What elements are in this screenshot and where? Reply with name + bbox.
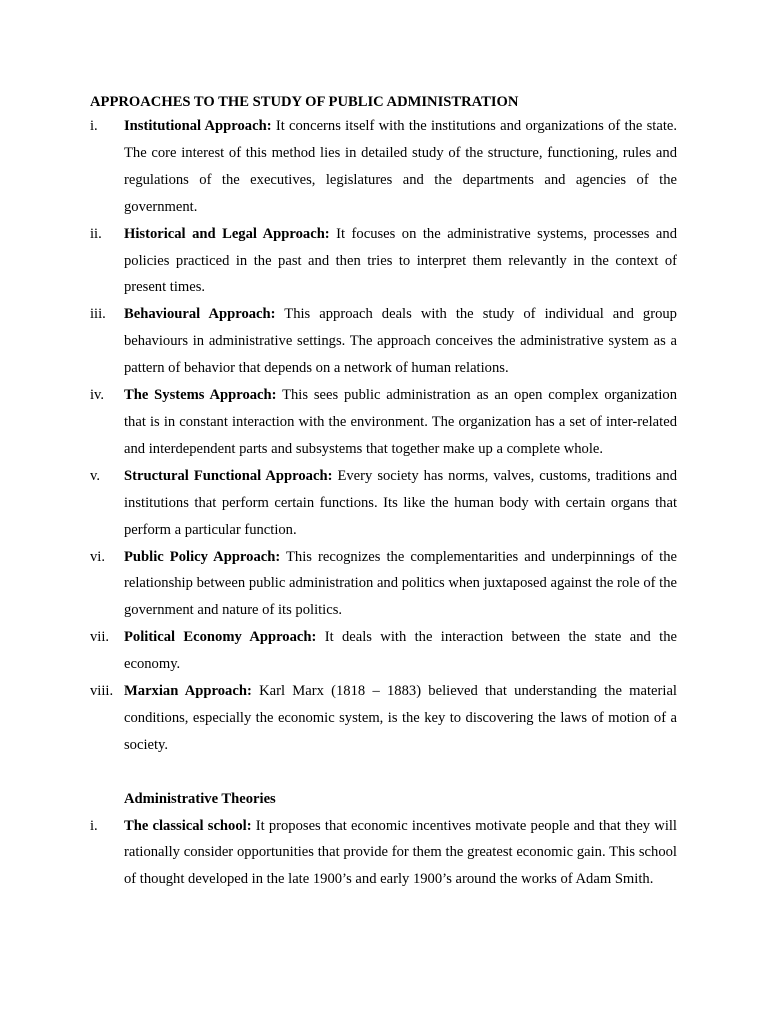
section-heading-theories: Administrative Theories: [124, 790, 276, 807]
theory-term: The classical school:: [124, 817, 252, 834]
list-item-approach-8: [90, 678, 677, 759]
approach-term: Political Economy Approach:: [124, 629, 317, 646]
list-item-approach-4: [90, 382, 677, 463]
approach-text: Karl Marx (1818 – 1883) believed that understanding the material conditions, especially the economic system, is the key to discovering the laws of motion of a society.: [124, 683, 677, 753]
approach-text: This recognizes the complementarities and underpinnings of the relationship between public administration and politics when juxtaposed against the role of the government and nature of its politics.: [124, 548, 677, 619]
list-marker: vi.: [90, 548, 105, 565]
approach-text: It concerns itself with the institutions and organizations of the state. The core interest of this method lies in detailed study of the structure, functioning, rules and regulations of the executives, legislatures and the departments and agencies of the government.: [124, 118, 678, 215]
list-marker: i.: [90, 118, 98, 134]
theory-text: It proposes that economic incentives motivate people and that they will rationally consider opportunities that provide for them the greatest economic gain. This school of thought developed in the late 1900’s and early 1900’s around the works of Adam Smith.: [124, 817, 677, 888]
list-marker: iii.: [90, 306, 106, 323]
approach-term: The Systems Approach:: [124, 387, 277, 404]
approach-text: This sees public administration as an open complex organization that is in constant interaction with the environment. The organization has a set of inter-related and interdependent parts and subsystems that together make up a complete whole.: [124, 387, 678, 457]
approach-text: Every society has norms, valves, customs, traditions and institutions that perform certain functions. Its like the human body with certain organs that perform a particular function.: [124, 467, 677, 538]
approach-text: It focuses on the administrative systems, processes and policies practiced in the past and then tries to interpret them relevantly in the context of present times.: [124, 225, 677, 296]
list-marker: vii.: [90, 629, 110, 646]
list-item-approach-3: [90, 301, 677, 382]
theories-list: [90, 813, 677, 894]
list-item-approach-5: [90, 463, 677, 544]
approach-text: It deals with the interaction between the state and the economy.: [124, 629, 677, 673]
approach-term: Public Policy Approach:: [124, 548, 281, 565]
approaches-list: [90, 113, 677, 759]
list-marker: v.: [90, 467, 100, 484]
list-marker: viii.: [90, 683, 114, 700]
approach-term: Institutional Approach:: [124, 118, 272, 134]
approach-term: Structural Functional Approach:: [124, 467, 333, 484]
document-page: [90, 92, 677, 893]
list-item-theory-1: [90, 813, 677, 894]
list-marker: iv.: [90, 387, 105, 404]
approach-text: This approach deals with the study of individual and group behaviours in administrative settings. The approach conceives the administrative system as a pattern of behavior that depends on a network of human relations.: [124, 306, 677, 377]
document-title: APPROACHES TO THE STUDY OF PUBLIC ADMINISTRATION: [90, 94, 519, 110]
list-marker: i.: [90, 817, 98, 834]
list-item-approach-6: [90, 544, 677, 625]
list-item-approach-1: [90, 113, 677, 221]
approach-term: Behavioural Approach:: [124, 306, 276, 323]
list-item-approach-2: [90, 221, 677, 302]
approach-term: Historical and Legal Approach:: [124, 225, 330, 242]
list-marker: ii.: [90, 225, 102, 242]
list-item-approach-7: [90, 624, 677, 678]
approach-term: Marxian Approach:: [124, 683, 252, 700]
